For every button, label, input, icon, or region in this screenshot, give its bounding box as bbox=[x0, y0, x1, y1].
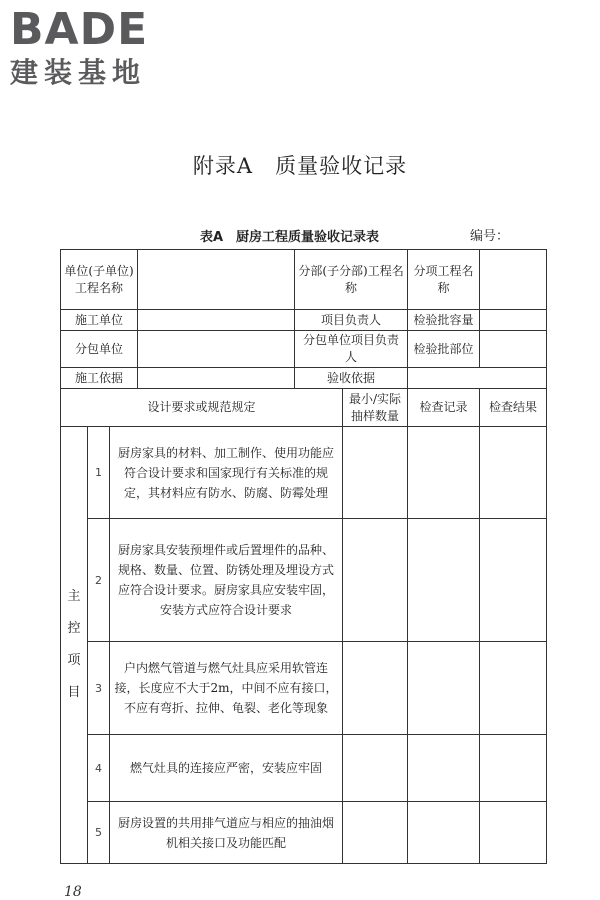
main-control-char: 目 bbox=[67, 685, 81, 700]
table-row bbox=[61, 389, 547, 427]
inspection-record-cell[interactable] bbox=[408, 802, 480, 864]
value-cell[interactable] bbox=[408, 368, 547, 389]
value-cell[interactable] bbox=[480, 250, 547, 310]
inspection-result-cell[interactable] bbox=[480, 642, 547, 735]
inspection-result-cell[interactable] bbox=[480, 735, 547, 802]
inspection-record-cell[interactable] bbox=[408, 519, 480, 642]
page-number: 18 bbox=[64, 884, 82, 900]
table-row bbox=[61, 250, 547, 310]
number-label: 编号： bbox=[470, 229, 510, 244]
item-number: 2 bbox=[88, 519, 110, 642]
main-control-label bbox=[61, 427, 88, 864]
item-number: 3 bbox=[88, 642, 110, 735]
table-row bbox=[61, 519, 547, 642]
logo-wordmark: BADE bbox=[10, 4, 149, 55]
item-number: 4 bbox=[88, 735, 110, 802]
table-row bbox=[61, 427, 547, 519]
quality-acceptance-table bbox=[60, 249, 547, 864]
value-cell[interactable] bbox=[138, 368, 295, 389]
table-row bbox=[61, 642, 547, 735]
header-cell: 施工单位 bbox=[61, 310, 138, 331]
table-row bbox=[61, 802, 547, 864]
logo-subtitle: 建装基地 bbox=[10, 56, 147, 89]
header-cell: 分部(子分部)工程名称 bbox=[295, 250, 408, 310]
header-cell: 项目负责人 bbox=[295, 310, 408, 331]
header-cell: 检验批部位 bbox=[408, 331, 480, 368]
header-cell: 分包单位 bbox=[61, 331, 138, 368]
header-cell: 检验批容量 bbox=[408, 310, 480, 331]
main-control-char: 项 bbox=[67, 653, 81, 668]
appendix-title: 附录A 质量验收记录 bbox=[192, 154, 408, 178]
column-header: 最小/实际抽样数量 bbox=[343, 389, 408, 427]
header-cell: 施工依据 bbox=[61, 368, 138, 389]
item-number: 5 bbox=[88, 802, 110, 864]
inspection-result-cell[interactable] bbox=[480, 427, 547, 519]
logo bbox=[10, 4, 180, 90]
item-requirement: 户内燃气管道与燃气灶具应采用软管连接，长度应不大于2m，中间不应有接口，不应有弯折、拉伸、龟裂、老化等现象 bbox=[110, 642, 343, 735]
column-header: 检查记录 bbox=[408, 389, 480, 427]
header-cell: 单位(子单位)工程名称 bbox=[61, 250, 138, 310]
table-row bbox=[61, 368, 547, 389]
sample-count-cell[interactable] bbox=[343, 519, 408, 642]
item-requirement: 厨房家具的材料、加工制作、使用功能应符合设计要求和国家现行有关标准的规定，其材料应有防水、防腐、防霉处理 bbox=[110, 427, 343, 519]
table-row bbox=[61, 735, 547, 802]
sample-count-cell[interactable] bbox=[343, 642, 408, 735]
item-requirement: 燃气灶具的连接应严密，安装应牢固 bbox=[110, 735, 343, 802]
table-caption: 表A 厨房工程质量验收记录表 bbox=[200, 230, 380, 245]
header-cell: 分项工程名称 bbox=[408, 250, 480, 310]
table-row bbox=[61, 331, 547, 368]
header-cell: 分包单位项目负责人 bbox=[295, 331, 408, 368]
column-header: 检查结果 bbox=[480, 389, 547, 427]
main-control-char: 控 bbox=[67, 621, 81, 636]
inspection-record-cell[interactable] bbox=[408, 642, 480, 735]
value-cell[interactable] bbox=[138, 331, 295, 368]
value-cell[interactable] bbox=[480, 310, 547, 331]
inspection-record-cell[interactable] bbox=[408, 427, 480, 519]
item-number: 1 bbox=[88, 427, 110, 519]
value-cell[interactable] bbox=[138, 310, 295, 331]
item-requirement: 厨房设置的共用排气道应与相应的抽油烟机相关接口及功能匹配 bbox=[110, 802, 343, 864]
table-row bbox=[61, 310, 547, 331]
value-cell[interactable] bbox=[480, 331, 547, 368]
header-cell: 验收依据 bbox=[295, 368, 408, 389]
column-header: 设计要求或规范规定 bbox=[61, 389, 343, 427]
main-control-char: 主 bbox=[67, 589, 81, 604]
sample-count-cell[interactable] bbox=[343, 802, 408, 864]
sample-count-cell[interactable] bbox=[343, 735, 408, 802]
inspection-result-cell[interactable] bbox=[480, 519, 547, 642]
sample-count-cell[interactable] bbox=[343, 427, 408, 519]
inspection-result-cell[interactable] bbox=[480, 802, 547, 864]
item-requirement: 厨房家具安装预埋件或后置埋件的品种、规格、数量、位置、防锈处理及埋设方式应符合设计要求。厨房家具应安装牢固，安装方式应符合设计要求 bbox=[110, 519, 343, 642]
inspection-record-cell[interactable] bbox=[408, 735, 480, 802]
value-cell[interactable] bbox=[138, 250, 295, 310]
